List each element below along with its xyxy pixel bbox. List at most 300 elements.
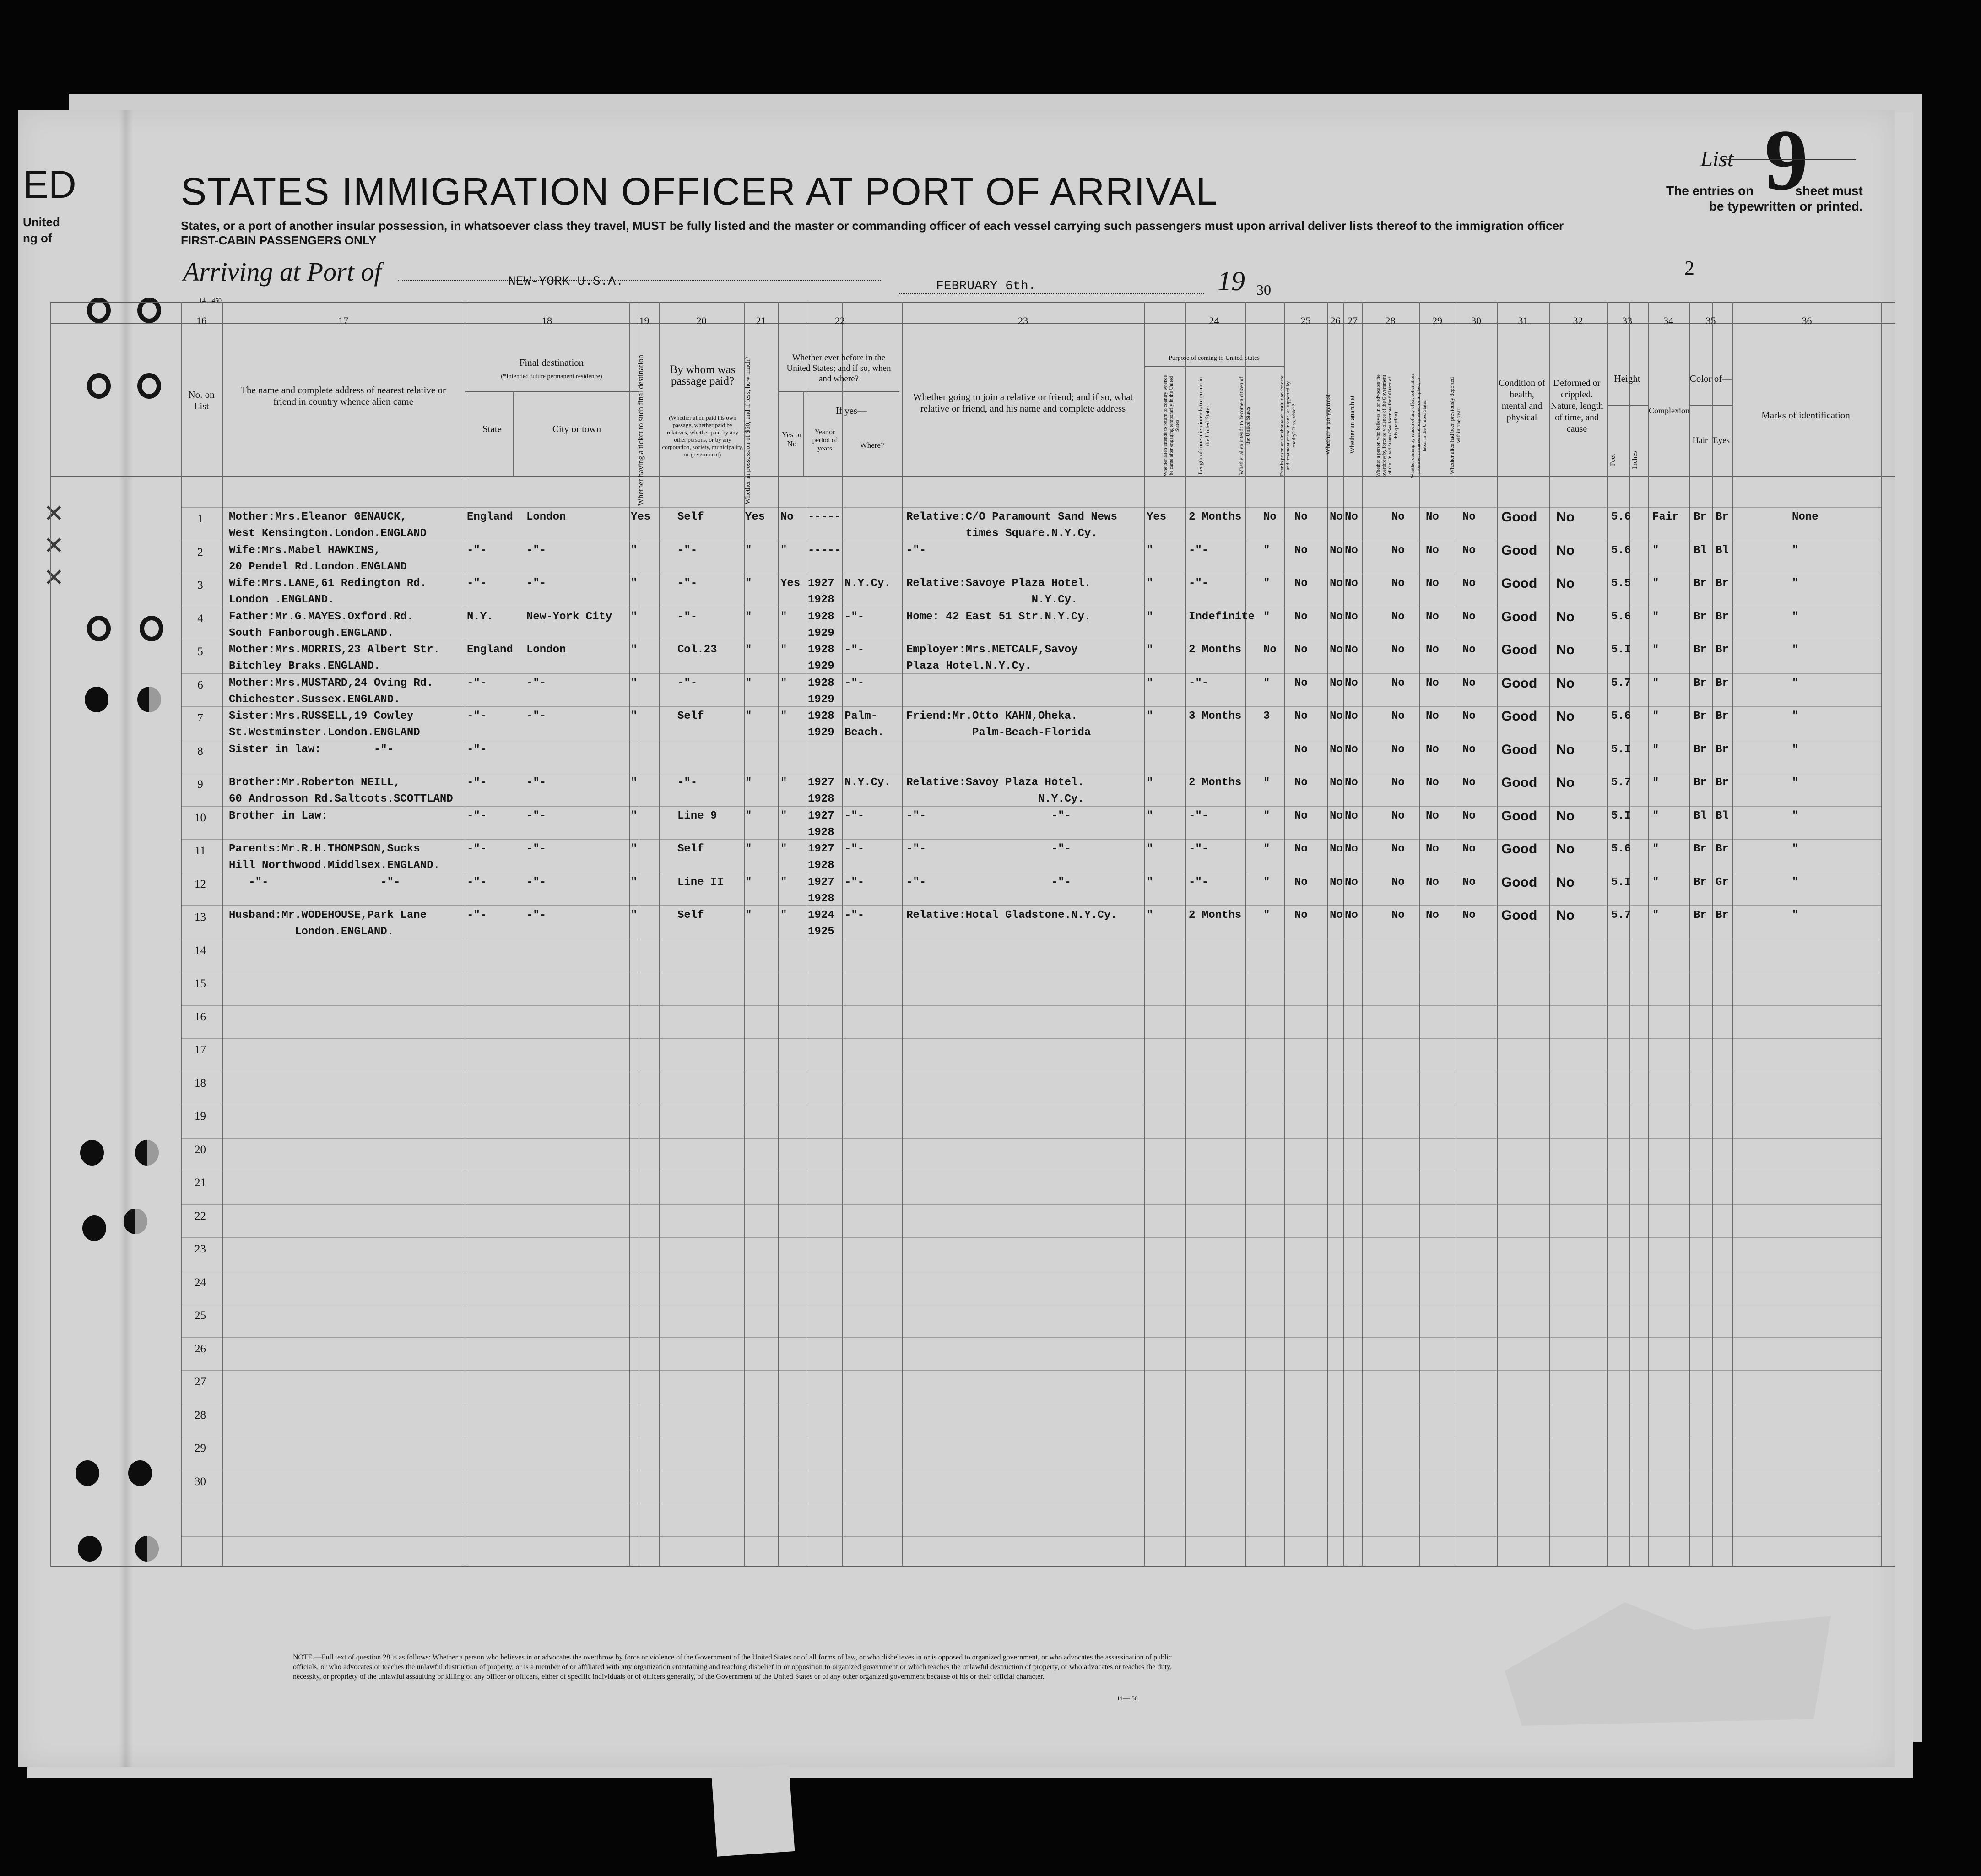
- header-joining: Whether going to join a relative or friend; and if so, what relative or friend, and his name and complete address: [913, 391, 1133, 414]
- cell-paid: -"-: [677, 544, 698, 557]
- cell-health: Good: [1501, 775, 1537, 790]
- cell-paid: Line 9: [677, 809, 717, 822]
- cell-state: -"-: [467, 577, 487, 590]
- cell-years: 1928 1929: [808, 610, 834, 640]
- cell-deformed: No: [1556, 675, 1575, 691]
- cell-complexion: ": [1652, 843, 1659, 855]
- cell-join: Relative:Savoy Plaza Hotel. N.Y.Cy.: [906, 776, 1084, 805]
- cell-cit: ": [1263, 610, 1270, 623]
- row-number: 25: [195, 1309, 206, 1322]
- cell-complexion: ": [1652, 809, 1659, 822]
- cell-marks: None: [1792, 511, 1819, 523]
- cell-q26: No: [1330, 511, 1343, 523]
- cell-marks: ": [1792, 743, 1799, 756]
- row-rule: [181, 905, 1881, 906]
- cell-where: -"-: [844, 610, 865, 623]
- binder-hole: [76, 1460, 99, 1486]
- cell-join: Relative:Hotal Gladstone.N.Y.Cy.: [906, 909, 1117, 922]
- column-line: [778, 302, 779, 1566]
- cell-q30: No: [1462, 610, 1476, 623]
- column-line: [1343, 302, 1344, 1566]
- cell-q25: No: [1294, 876, 1308, 889]
- cell-hair: Br: [1694, 610, 1707, 623]
- page-title: STATES IMMIGRATION OFFICER AT PORT OF ARRIVAL: [181, 170, 1218, 213]
- cell-q29: No: [1426, 776, 1439, 789]
- cell-cit: ": [1263, 843, 1270, 855]
- cell-eyes: Br: [1716, 909, 1729, 922]
- cell-marks: ": [1792, 577, 1799, 590]
- footnote-q28: NOTE.—Full text of question 28 is as follows: Whether a person who believes in or advocates the overthrow by force or violence of the Government of the United States or of all forms of law, or who disbelieves in or is opposed to organized government, or who advocates the assassination of public officials, or who advocates or teaches the unlawful destruction of property, or is a member of or affiliated with any organization entertaining and teaching disbelief in or opposition to organized government or which teaches the unlawful destruction of property, or who advocates or teaches the duty, necessity, or propriety of the unlawful assaulting or killing of any officer or officers, either of specific individuals or of officers generally, of the Government of the United States or of any other organized government because of his or their official character.: [293, 1654, 1172, 1681]
- cell-complexion: ": [1652, 577, 1659, 590]
- row-number: 9: [197, 778, 203, 791]
- row-rule: [181, 1005, 1881, 1006]
- row-number: 27: [195, 1376, 206, 1388]
- row-rule: [181, 1337, 1881, 1338]
- cell-q28: No: [1391, 776, 1405, 789]
- cell-q27: No: [1345, 809, 1358, 822]
- cell-height: 5.7: [1611, 909, 1631, 922]
- cell-before: No: [780, 511, 794, 523]
- cell-complexion: ": [1652, 776, 1659, 789]
- binder-hole: [137, 373, 161, 399]
- cell-state: -"-: [467, 843, 487, 855]
- cell-q30: No: [1462, 710, 1476, 722]
- column-number: 20: [696, 315, 707, 326]
- cell-q26: No: [1330, 809, 1343, 822]
- cell-name: Mother:Mrs.MUSTARD,24 Oving Rd. Chichester.Sussex.ENGLAND.: [229, 677, 433, 706]
- cell-health: Good: [1501, 808, 1537, 824]
- cell-name: Brother:Mr.Roberton NEILL, 60 Androsson Rd.Saltcots.SCOTTLAND: [229, 776, 453, 805]
- header-hair: Hair: [1692, 436, 1708, 445]
- cell-ret: ": [1147, 544, 1153, 557]
- header-citizen: Whether alien intends to become a citizen of the United States: [1238, 376, 1251, 475]
- header-before-us: Whether ever before in the United States; and if so, when and where?: [786, 353, 891, 384]
- header-sub-line: [803, 391, 804, 476]
- cell-city: -"-: [526, 909, 547, 922]
- header-fifty-dollars: Whether in possession of $50, and if less, how much?: [744, 356, 752, 504]
- cell-join: -"-: [906, 544, 926, 557]
- cell-name: Mother:Mrs.Eleanor GENAUCK, West Kensington.London.ENGLAND: [229, 511, 427, 540]
- cell-q28: No: [1391, 876, 1405, 889]
- cell-before: ": [780, 876, 787, 889]
- cell-q27: No: [1345, 776, 1358, 789]
- row-number: 13: [195, 911, 206, 923]
- cell-complexion: ": [1652, 743, 1659, 756]
- cell-cit: ": [1263, 909, 1270, 922]
- cell-paid: Self: [677, 511, 704, 523]
- column-line: [1362, 302, 1363, 1566]
- cell-where: -"-: [844, 677, 865, 689]
- binder-hole: [87, 373, 111, 399]
- cell-ticket: ": [631, 677, 638, 689]
- cell-q25: No: [1294, 809, 1308, 822]
- color-border: [1689, 405, 1732, 406]
- binder-hole: [78, 1536, 102, 1562]
- page-number: 2: [1684, 257, 1694, 279]
- binder-hole: [137, 687, 161, 712]
- binder-hole: [128, 1460, 152, 1486]
- cell-state: N.Y.: [467, 610, 493, 623]
- column-line: [1607, 302, 1608, 1566]
- cell-health: Good: [1501, 609, 1537, 624]
- header-q30: Whether alien had been previously deported within one year: [1449, 377, 1461, 475]
- cell-join: Relative:Savoye Plaza Hotel. N.Y.Cy.: [906, 577, 1091, 606]
- row-number: 29: [195, 1442, 206, 1454]
- cell-fifty: ": [745, 677, 752, 689]
- cell-q28: No: [1391, 544, 1405, 557]
- before-us-border: [778, 391, 899, 392]
- cell-name: Sister:Mrs.RUSSELL,19 Cowley St.Westminster.London.ENGLAND: [229, 710, 420, 739]
- cell-q26: No: [1330, 843, 1343, 855]
- cell-q28: No: [1391, 809, 1405, 822]
- cell-before: ": [780, 544, 787, 557]
- cell-health: Good: [1501, 510, 1537, 525]
- column-number: 23: [1018, 315, 1028, 326]
- cell-q28: No: [1391, 909, 1405, 922]
- cell-cit: 3: [1263, 710, 1270, 722]
- header-anarchist: Whether an anarchist: [1348, 395, 1356, 454]
- column-number: 34: [1663, 315, 1673, 326]
- cell-city: -"-: [526, 577, 547, 590]
- cell-eyes: Br: [1716, 577, 1729, 590]
- cell-name: Mother:Mrs.MORRIS,23 Albert Str. Bitchley Braks.ENGLAND.: [229, 644, 440, 672]
- cell-before: Yes: [780, 577, 801, 590]
- cell-fifty: Yes: [745, 511, 765, 523]
- row-number: 24: [195, 1276, 206, 1289]
- cell-years: -----: [808, 511, 841, 523]
- header-no-on-list: No. on List: [188, 389, 215, 412]
- check-mark: ✕: [43, 563, 65, 592]
- header-passage-note: (Whether alien paid his own passage, whether paid by relatives, whether paid by any other persons, or by any corporation, society, municipality, or government): [662, 414, 743, 458]
- cell-ret: ": [1147, 776, 1153, 789]
- cell-health: Good: [1501, 542, 1537, 558]
- row-number: 21: [195, 1177, 206, 1189]
- column-line: [1712, 302, 1713, 1566]
- cell-years: 1928 1929: [808, 644, 834, 672]
- cell-marks: ": [1792, 876, 1799, 889]
- row-number: 14: [195, 944, 206, 957]
- column-line: [50, 302, 51, 1566]
- cell-q30: No: [1462, 809, 1476, 822]
- cell-complexion: ": [1652, 909, 1659, 922]
- header-ticket: Whether having a ticket to such final destination: [636, 355, 645, 506]
- cell-height: 5.6: [1611, 710, 1631, 722]
- cell-hair: Bl: [1694, 544, 1707, 557]
- cell-years: -----: [808, 544, 841, 557]
- cell-eyes: Gr: [1716, 876, 1729, 889]
- header-prison: Ever in prison or almshouse or institution for care and treatment of the insane, or supported by charity? If so, which?: [1279, 375, 1297, 476]
- cell-q25: No: [1294, 710, 1308, 722]
- header-year-period: Year or period of years: [812, 428, 838, 452]
- row-number: 23: [195, 1243, 206, 1255]
- cell-fifty: ": [745, 776, 752, 789]
- row-number: 1: [197, 513, 203, 525]
- cell-eyes: Br: [1716, 511, 1729, 523]
- list-note-text-1b: sheet must: [1795, 184, 1863, 198]
- row-number: 28: [195, 1409, 206, 1421]
- cell-health: Good: [1501, 642, 1537, 657]
- cell-health: Good: [1501, 874, 1537, 890]
- column-line: [629, 302, 630, 1566]
- cell-join: Relative:C/O Paramount Sand News times Square.N.Y.Cy.: [906, 511, 1117, 540]
- cell-city: -"-: [526, 776, 547, 789]
- list-note: [1666, 183, 1863, 214]
- cell-where: -"-: [844, 909, 865, 922]
- cell-q28: No: [1391, 644, 1405, 656]
- row-rule: [181, 839, 1881, 840]
- cell-ticket: Yes: [631, 511, 651, 523]
- cell-before: ": [780, 710, 787, 722]
- cell-q29: No: [1426, 577, 1439, 590]
- edge-text-line: United: [23, 215, 60, 229]
- cell-where: -"-: [844, 876, 865, 889]
- cell-cit: ": [1263, 677, 1270, 689]
- cell-deformed: No: [1556, 542, 1575, 558]
- column-line: [222, 302, 223, 1566]
- cell-deformed: No: [1556, 808, 1575, 824]
- cell-eyes: Bl: [1716, 544, 1729, 557]
- cell-fifty: ": [745, 876, 752, 889]
- cell-q27: No: [1345, 743, 1358, 756]
- header-condition: Condition of health, mental and physical: [1499, 378, 1545, 423]
- cell-q27: No: [1345, 876, 1358, 889]
- cell-fifty: ": [745, 909, 752, 922]
- cell-hair: Br: [1694, 743, 1707, 756]
- cell-join: Friend:Mr.Otto KAHN,Oheka. Palm-Beach-Florida: [906, 710, 1091, 739]
- cell-height: 5.6: [1611, 610, 1631, 623]
- cell-marks: ": [1792, 809, 1799, 822]
- cell-fifty: ": [745, 577, 752, 590]
- table-bottom-border: [50, 1566, 1895, 1567]
- cell-fifty: ": [745, 843, 752, 855]
- cell-q28: No: [1391, 843, 1405, 855]
- cell-q25: No: [1294, 843, 1308, 855]
- header-if-yes: If yes—: [835, 405, 867, 416]
- cell-fifty: ": [745, 544, 752, 557]
- cell-hair: Br: [1694, 776, 1707, 789]
- cell-q29: No: [1426, 710, 1439, 722]
- column-number: 33: [1622, 315, 1632, 326]
- cell-q28: No: [1391, 677, 1405, 689]
- header-deformed: Deformed or crippled. Nature, length of time, and cause: [1550, 378, 1603, 434]
- row-rule: [181, 706, 1881, 707]
- instructions-text: States, or a port of another insular possession, in whatsoever class they travel, MUST be fully listed and the master or commanding officer of each vessel carrying such passengers must upon arrival deliver lists thereof to the immigration officer: [181, 219, 1564, 233]
- row-number: 11: [195, 845, 206, 857]
- cell-join: -"- -"-: [906, 809, 1072, 822]
- form-number-top: 14—450: [199, 298, 222, 304]
- column-number: 17: [338, 315, 348, 326]
- column-number: 21: [756, 315, 766, 326]
- cell-state: -"-: [467, 544, 487, 557]
- cell-q27: No: [1345, 644, 1358, 656]
- column-line: [1881, 302, 1882, 1566]
- passenger-class-text: FIRST-CABIN PASSENGERS ONLY: [181, 233, 377, 247]
- header-q28: Whether a person who believes in or advocates the overthrow by force or violence of the Government of the United States (See footnote for full text of this question): [1375, 374, 1399, 477]
- cell-q26: No: [1330, 876, 1343, 889]
- cell-where: N.Y.Cy.: [844, 577, 891, 590]
- cell-name: Wife:Mrs.Mabel HAWKINS, 20 Pendel Rd.London.ENGLAND: [229, 544, 407, 573]
- cell-complexion: ": [1652, 644, 1659, 656]
- cell-complexion: ": [1652, 710, 1659, 722]
- cell-complexion: ": [1652, 677, 1659, 689]
- port-value: NEW-YORK U.S.A.: [508, 275, 624, 289]
- row-number: 2: [197, 546, 203, 558]
- cell-q25: No: [1294, 577, 1308, 590]
- header-complexion: Complexion: [1649, 406, 1689, 415]
- cell-years: 1928 1929: [808, 677, 834, 706]
- cell-deformed: No: [1556, 874, 1575, 890]
- cell-where: -"-: [844, 809, 865, 822]
- cell-q25: No: [1294, 544, 1308, 557]
- column-number: 24: [1209, 315, 1219, 326]
- cell-city: -"-: [526, 843, 547, 855]
- column-number: 16: [196, 315, 206, 326]
- header-bottom-border: [50, 476, 1895, 477]
- cell-cit: ": [1263, 577, 1270, 590]
- cell-name: -"- -"-: [229, 876, 401, 889]
- cell-before: ": [780, 677, 787, 689]
- cell-years: 1927 1928: [808, 843, 834, 872]
- check-mark: ✕: [43, 499, 65, 528]
- arriving-label: Arriving at Port of: [183, 257, 382, 287]
- row-rule: [181, 507, 1881, 508]
- cell-city: -"-: [526, 876, 547, 889]
- cell-q27: No: [1345, 677, 1358, 689]
- cell-deformed: No: [1556, 775, 1575, 790]
- row-rule: [181, 1138, 1881, 1139]
- cell-where: -"-: [844, 843, 865, 855]
- column-line: [1732, 302, 1733, 1566]
- column-number: 30: [1471, 315, 1481, 326]
- cell-q27: No: [1345, 909, 1358, 922]
- header-passage: By whom was passage paid?: [670, 363, 736, 387]
- row-number: 5: [197, 645, 203, 658]
- row-number: 20: [195, 1143, 206, 1156]
- column-number: 35: [1705, 315, 1716, 326]
- cell-q27: No: [1345, 843, 1358, 855]
- column-line: [1629, 302, 1630, 1566]
- cell-q30: No: [1462, 577, 1476, 590]
- row-number: 17: [195, 1044, 206, 1056]
- cell-eyes: Br: [1716, 644, 1729, 656]
- row-number: 4: [197, 612, 203, 625]
- header-yes-no: Yes or No: [782, 430, 802, 448]
- cell-q29: No: [1426, 909, 1439, 922]
- row-rule: [181, 1536, 1881, 1537]
- row-number: 3: [197, 579, 203, 591]
- cell-join: -"- -"-: [906, 876, 1072, 889]
- row-number: 26: [195, 1342, 206, 1355]
- table-top-border: [50, 302, 1895, 303]
- row-number: 16: [195, 1010, 206, 1023]
- cell-height: 5.7: [1611, 776, 1631, 789]
- column-number: 32: [1573, 315, 1583, 326]
- cell-q29: No: [1426, 843, 1439, 855]
- row-rule: [181, 1038, 1881, 1039]
- header-state: State: [482, 423, 502, 434]
- cell-ticket: ": [631, 577, 638, 590]
- cell-len: 2 Months: [1189, 511, 1242, 523]
- cell-hair: Br: [1694, 909, 1707, 922]
- cell-hair: Br: [1694, 511, 1707, 523]
- cell-q27: No: [1345, 511, 1358, 523]
- column-number: 27: [1348, 315, 1358, 326]
- year-suffix: 30: [1256, 282, 1271, 298]
- cell-health: Good: [1501, 908, 1537, 923]
- cell-city: -"-: [526, 710, 547, 722]
- cell-q29: No: [1426, 644, 1439, 656]
- cell-paid: -"-: [677, 577, 698, 590]
- cell-eyes: Br: [1716, 677, 1729, 689]
- cell-q26: No: [1330, 710, 1343, 722]
- column-line: [1549, 302, 1550, 1566]
- cell-eyes: Br: [1716, 710, 1729, 722]
- cell-q25: No: [1294, 743, 1308, 756]
- cell-ticket: ": [631, 843, 638, 855]
- cell-q27: No: [1345, 710, 1358, 722]
- cell-before: ": [780, 843, 787, 855]
- cell-deformed: No: [1556, 576, 1575, 591]
- cell-complexion: ": [1652, 544, 1659, 557]
- cell-height: 5.I: [1611, 644, 1631, 656]
- cell-fifty: ": [745, 610, 752, 623]
- cell-ticket: ": [631, 610, 638, 623]
- cell-fifty: ": [745, 644, 752, 656]
- binder-hole: [124, 1209, 147, 1234]
- column-number: 22: [835, 315, 845, 326]
- cell-q26: No: [1330, 677, 1343, 689]
- cell-where: -"-: [844, 644, 865, 656]
- cell-state: England: [467, 644, 513, 656]
- cell-hair: Br: [1694, 876, 1707, 889]
- cell-eyes: Br: [1716, 610, 1729, 623]
- cell-ticket: ": [631, 710, 638, 722]
- cell-q27: No: [1345, 577, 1358, 590]
- cell-complexion: ": [1652, 876, 1659, 889]
- column-number: 28: [1385, 315, 1396, 326]
- cell-len: -"-: [1189, 843, 1209, 855]
- cell-complexion: Fair: [1652, 511, 1679, 523]
- cell-marks: ": [1792, 909, 1799, 922]
- cell-q26: No: [1330, 577, 1343, 590]
- cell-hair: Bl: [1694, 809, 1707, 822]
- cell-before: ": [780, 644, 787, 656]
- cell-marks: ": [1792, 677, 1799, 689]
- cell-len: 2 Months: [1189, 909, 1242, 922]
- date-value: FEBRUARY 6th.: [936, 279, 1036, 293]
- row-number: 30: [195, 1475, 206, 1488]
- header-eyes: Eyes: [1713, 436, 1730, 445]
- cell-marks: ": [1792, 544, 1799, 557]
- header-marks: Marks of identification: [1761, 410, 1850, 421]
- column-line: [1648, 302, 1649, 1566]
- cell-q26: No: [1330, 644, 1343, 656]
- header-feet: Feet: [1609, 454, 1617, 466]
- row-number: 7: [197, 712, 203, 724]
- cell-ret: ": [1147, 677, 1153, 689]
- cell-years: 1928 1929: [808, 710, 834, 739]
- cell-city: -"-: [526, 544, 547, 557]
- column-number: 29: [1432, 315, 1442, 326]
- cell-marks: ": [1792, 843, 1799, 855]
- row-number: 8: [197, 745, 203, 758]
- cell-ticket: ": [631, 544, 638, 557]
- cell-q30: No: [1462, 677, 1476, 689]
- height-border: [1607, 405, 1648, 406]
- cell-q25: No: [1294, 610, 1308, 623]
- cell-city: -"-: [526, 809, 547, 822]
- cell-years: 1927 1928: [808, 876, 834, 905]
